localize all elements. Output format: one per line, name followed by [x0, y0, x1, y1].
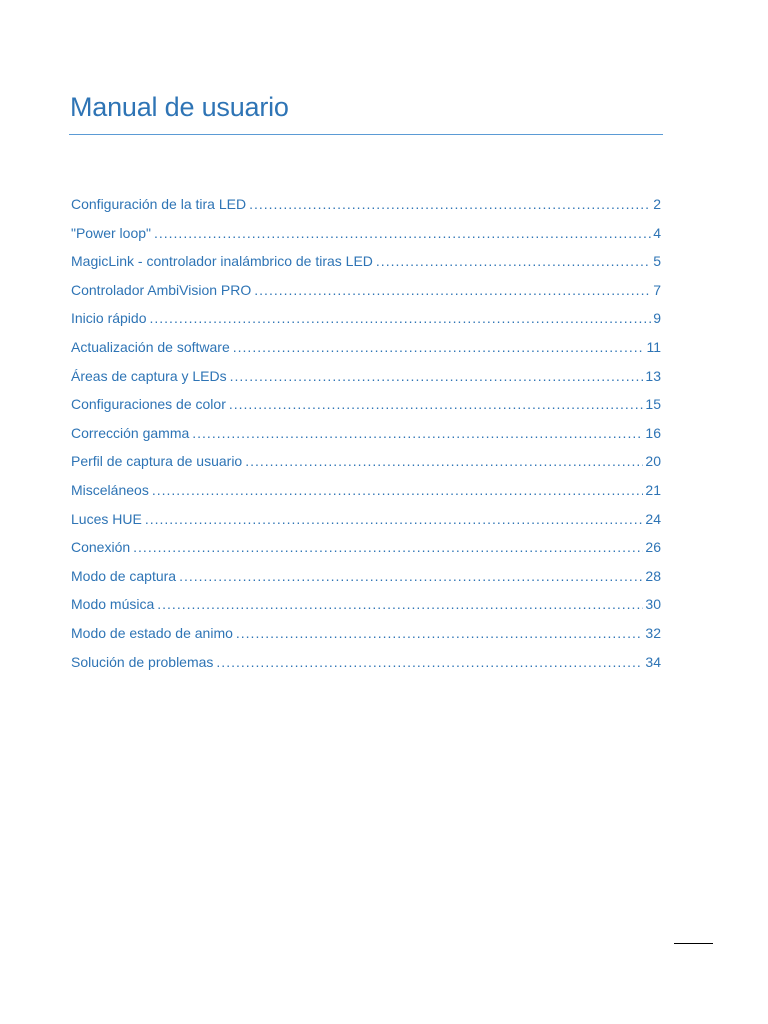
- footer-page-rule: [674, 943, 713, 944]
- toc-dot-leader: [233, 333, 645, 362]
- toc-dot-leader: [376, 247, 651, 276]
- toc-entry-page: 11: [646, 338, 661, 355]
- page-title: Manual de usuario: [70, 92, 289, 122]
- toc-entry-label: Configuraciones de color: [71, 396, 226, 413]
- toc-entry[interactable]: [71, 590, 661, 619]
- toc-entry[interactable]: [71, 276, 661, 305]
- toc-entry-label: Perfil de captura de usuario: [71, 453, 243, 470]
- toc-entry-page: 34: [645, 653, 661, 670]
- toc-entry-label: Controlador AmbiVision PRO: [71, 281, 252, 298]
- toc-dot-leader: [150, 304, 652, 333]
- toc-dot-leader: [236, 619, 644, 648]
- toc-entry-page: 26: [645, 539, 661, 556]
- toc-entry-page: 30: [645, 596, 661, 613]
- toc-entry-page: 21: [645, 481, 661, 498]
- toc-entry-label: "Power loop": [71, 224, 151, 241]
- toc-entry-page: 24: [645, 510, 661, 527]
- toc-dot-leader: [179, 562, 643, 591]
- toc-entry-label: Actualización de software: [71, 338, 230, 355]
- toc-entry-page: 20: [645, 453, 661, 470]
- toc-entry-page: 28: [645, 567, 661, 584]
- toc-dot-leader: [192, 419, 643, 448]
- toc-entry[interactable]: [71, 505, 661, 534]
- toc-entry[interactable]: [71, 562, 661, 591]
- toc-dot-leader: [249, 190, 651, 219]
- toc-entry[interactable]: [71, 362, 661, 391]
- table-of-contents: [71, 190, 661, 676]
- toc-dot-leader: [245, 447, 643, 476]
- toc-entry-label: Conexión: [71, 539, 131, 556]
- toc-entry-page: 5: [653, 253, 661, 270]
- toc-entry-label: Modo música: [71, 596, 155, 613]
- toc-dot-leader: [133, 533, 643, 562]
- toc-entry-label: Misceláneos: [71, 481, 149, 498]
- toc-entry[interactable]: [71, 648, 661, 677]
- toc-entry[interactable]: [71, 533, 661, 562]
- toc-dot-leader: [145, 505, 644, 534]
- toc-entry[interactable]: [71, 247, 661, 276]
- toc-dot-leader: [254, 276, 651, 305]
- toc-entry[interactable]: [71, 476, 661, 505]
- toc-entry[interactable]: [71, 333, 661, 362]
- toc-entry-label: Luces HUE: [71, 510, 142, 527]
- toc-entry[interactable]: [71, 390, 661, 419]
- toc-entry-label: Áreas de captura y LEDs: [71, 367, 227, 384]
- toc-entry-label: Configuración de la tira LED: [71, 196, 247, 212]
- toc-entry[interactable]: [71, 304, 661, 333]
- toc-entry[interactable]: [71, 419, 661, 448]
- toc-entry-label: Corrección gamma: [71, 424, 190, 441]
- toc-entry-label: Modo de estado de animo: [71, 624, 233, 641]
- toc-entry-page: 2: [653, 196, 661, 212]
- toc-dot-leader: [154, 219, 651, 248]
- toc-entry-page: 15: [645, 396, 661, 413]
- toc-entry-page: 16: [645, 424, 661, 441]
- toc-dot-leader: [152, 476, 644, 505]
- toc-entry-label: MagicLink - controlador inalámbrico de tiras LED: [71, 253, 373, 270]
- toc-entry-page: 32: [645, 624, 661, 641]
- toc-dot-leader: [216, 648, 643, 677]
- toc-entry-page: 9: [653, 310, 661, 327]
- toc-entry[interactable]: [71, 619, 661, 648]
- toc-dot-leader: [157, 590, 643, 619]
- toc-entry-page: 7: [653, 281, 661, 298]
- toc-dot-leader: [229, 390, 644, 419]
- toc-entry-label: Solución de problemas: [71, 653, 214, 670]
- toc-entry-label: Inicio rápido: [71, 310, 147, 327]
- toc-dot-leader: [230, 362, 644, 391]
- toc-entry-page: 4: [653, 224, 661, 241]
- toc-entry-page: 13: [645, 367, 661, 384]
- title-underline: [69, 134, 663, 135]
- toc-entry[interactable]: [71, 219, 661, 248]
- toc-entry[interactable]: [71, 190, 661, 219]
- toc-entry-label: Modo de captura: [71, 567, 177, 584]
- toc-entry[interactable]: [71, 447, 661, 476]
